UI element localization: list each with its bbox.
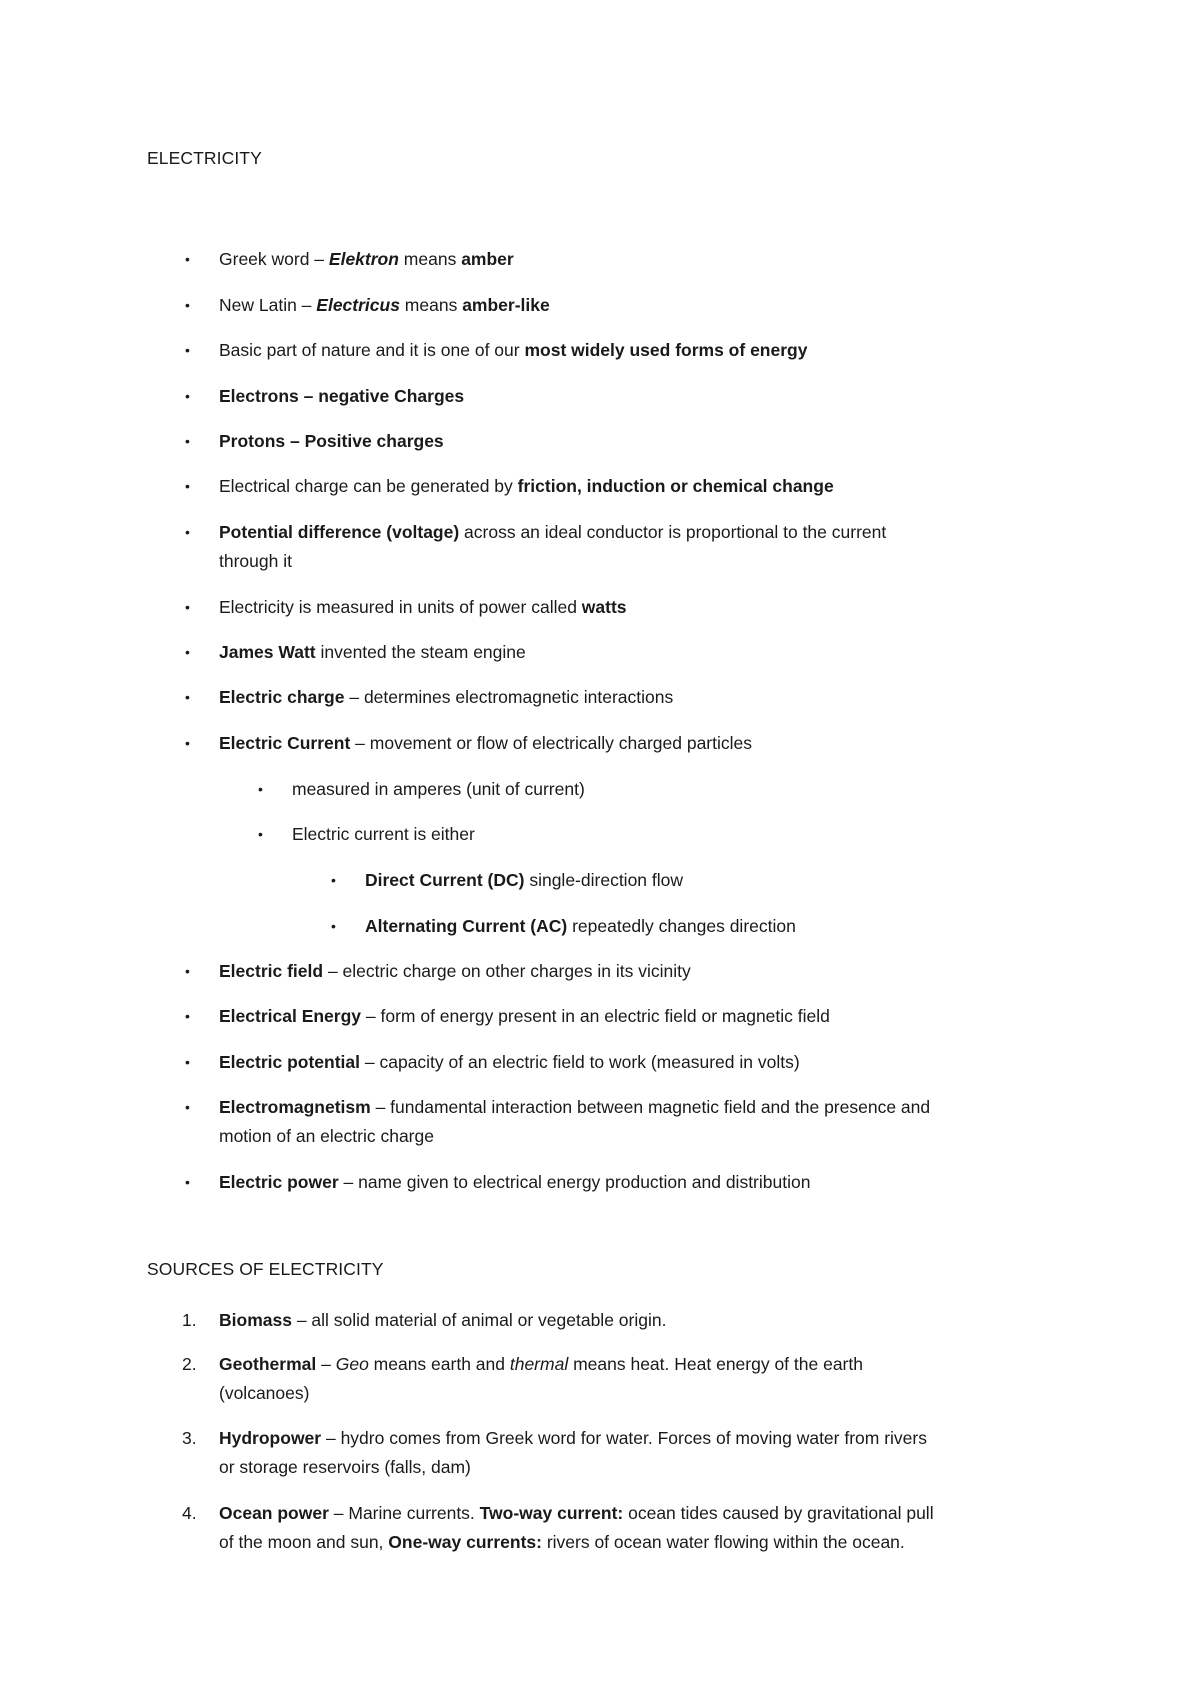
text-run: Electrons – negative Charges: [219, 386, 465, 406]
bullet-icon: •: [185, 433, 190, 449]
text-run: means heat. Heat energy of the earth: [568, 1354, 863, 1374]
bullet-icon: •: [258, 781, 263, 797]
text-run: measured in amperes (unit of current): [292, 779, 585, 799]
text-run: friction, induction or chemical change: [517, 476, 834, 496]
list-item-text: [219, 683, 673, 712]
text-run: most widely used forms of energy: [524, 340, 808, 360]
list-item-text: [219, 336, 807, 365]
list-item-text: [219, 1048, 800, 1077]
bullet-icon: •: [185, 478, 190, 494]
text-run: rivers of ocean water flowing within the ocean.: [541, 1532, 905, 1552]
text-run: Biomass: [219, 1310, 292, 1330]
list-item-text: [365, 866, 683, 895]
text-run: Alternating Current (AC): [365, 916, 568, 936]
list-item-text: [219, 638, 526, 667]
text-run: watts: [581, 597, 627, 617]
bullet-icon: •: [185, 251, 190, 267]
text-run: Two-way current:: [479, 1503, 624, 1523]
bullet-icon: •: [331, 872, 336, 888]
text-run: – all solid material of animal or vegetable origin.: [291, 1310, 667, 1330]
numbered-item-text: [219, 1499, 934, 1528]
text-run: Electric power: [219, 1172, 339, 1192]
text-run: Electrical charge can be generated by: [219, 476, 518, 496]
text-run: Electric potential: [219, 1052, 361, 1072]
text-run: New Latin –: [219, 295, 317, 315]
text-run: – fundamental interaction between magnetic field and the presence and: [370, 1097, 931, 1117]
text-run: Direct Current (DC): [365, 870, 525, 890]
list-item-text: [219, 382, 464, 411]
list-item-text: [292, 775, 585, 804]
list-item-text: [219, 729, 752, 758]
text-run: single-direction flow: [524, 870, 684, 890]
text-run: One-way currents:: [388, 1532, 542, 1552]
bullet-icon: •: [185, 735, 190, 751]
text-run: Electromagnetism: [219, 1097, 371, 1117]
bullet-icon: •: [185, 1174, 190, 1190]
bullet-icon: •: [185, 599, 190, 615]
bullet-icon: •: [185, 689, 190, 705]
text-run: Elektron: [328, 249, 399, 269]
text-run: – movement or flow of electrically charged particles: [350, 733, 752, 753]
text-run: Geothermal: [219, 1354, 317, 1374]
list-item-text: [219, 1093, 930, 1122]
text-run: Protons – Positive charges: [219, 431, 444, 451]
list-item-continuation: motion of an electric charge: [219, 1126, 434, 1146]
text-run: Electric current is either: [292, 824, 475, 844]
numbered-item-continuation: [219, 1528, 905, 1557]
bullet-icon: •: [185, 644, 190, 660]
text-run: Electricity is measured in units of power called: [219, 597, 582, 617]
text-run: Basic part of nature and it is one of our: [219, 340, 525, 360]
text-run: Electric field: [219, 961, 324, 981]
item-number: 2.: [182, 1354, 197, 1374]
text-run: Electric Current: [219, 733, 351, 753]
text-run: – capacity of an electric field to work (measured in volts): [360, 1052, 800, 1072]
text-run: means: [398, 249, 462, 269]
list-item-text: [219, 427, 444, 456]
item-number: 4.: [182, 1503, 197, 1523]
sources-title: SOURCES OF ELECTRICITY: [147, 1259, 384, 1279]
text-run: James Watt: [219, 642, 316, 662]
page-title: ELECTRICITY: [147, 148, 262, 168]
text-run: Geo: [335, 1354, 369, 1374]
list-item-text: [219, 291, 550, 320]
bullet-icon: •: [185, 524, 190, 540]
text-run: – name given to electrical energy production and distribution: [338, 1172, 811, 1192]
bullet-icon: •: [185, 963, 190, 979]
numbered-item-continuation: or storage reservoirs (falls, dam): [219, 1457, 471, 1477]
list-item-text: [219, 957, 691, 986]
numbered-item-continuation: (volcanoes): [219, 1383, 310, 1403]
text-run: ocean tides caused by gravitational pull: [623, 1503, 934, 1523]
text-run: –: [316, 1354, 336, 1374]
list-item-text: [219, 472, 834, 501]
text-run: – electric charge on other charges in its vicinity: [323, 961, 691, 981]
list-item-text: [219, 1002, 830, 1031]
list-item-text: [219, 1168, 810, 1197]
text-run: – determines electromagnetic interactions: [344, 687, 674, 707]
item-number: 3.: [182, 1428, 197, 1448]
text-run: across an ideal conductor is proportional to the current: [459, 522, 887, 542]
text-run: Electric charge: [219, 687, 345, 707]
bullet-icon: •: [185, 388, 190, 404]
text-run: – form of energy present in an electric field or magnetic field: [361, 1006, 830, 1026]
list-item-continuation: through it: [219, 551, 292, 571]
text-run: – hydro comes from Greek word for water. Forces of moving water from rivers: [321, 1428, 927, 1448]
text-run: Potential difference (voltage): [219, 522, 460, 542]
text-run: invented the steam engine: [315, 642, 526, 662]
text-run: of the moon and sun,: [219, 1532, 389, 1552]
numbered-item-text: [219, 1424, 927, 1453]
list-item-text: [365, 912, 796, 941]
bullet-icon: •: [185, 1008, 190, 1024]
text-run: Electricus: [316, 295, 400, 315]
list-item-text: [292, 820, 475, 849]
text-run: – Marine currents.: [328, 1503, 480, 1523]
text-run: thermal: [509, 1354, 569, 1374]
bullet-icon: •: [331, 918, 336, 934]
text-run: repeatedly changes direction: [567, 916, 796, 936]
bullet-icon: •: [185, 297, 190, 313]
text-run: means: [399, 295, 463, 315]
text-run: means earth and: [368, 1354, 510, 1374]
bullet-icon: •: [185, 342, 190, 358]
text-run: Hydropower: [219, 1428, 322, 1448]
text-run: Electrical Energy: [219, 1006, 362, 1026]
list-item-text: [219, 593, 627, 622]
bullet-icon: •: [185, 1099, 190, 1115]
text-run: Ocean power: [219, 1503, 329, 1523]
text-run: amber-like: [462, 295, 550, 315]
list-item-text: [219, 245, 514, 274]
item-number: 1.: [182, 1310, 197, 1330]
bullet-icon: •: [258, 826, 263, 842]
text-run: amber: [461, 249, 514, 269]
bullet-icon: •: [185, 1054, 190, 1070]
list-item-text: [219, 518, 886, 547]
text-run: Greek word –: [219, 249, 329, 269]
numbered-item-text: [219, 1350, 863, 1379]
numbered-item-text: [219, 1306, 666, 1335]
